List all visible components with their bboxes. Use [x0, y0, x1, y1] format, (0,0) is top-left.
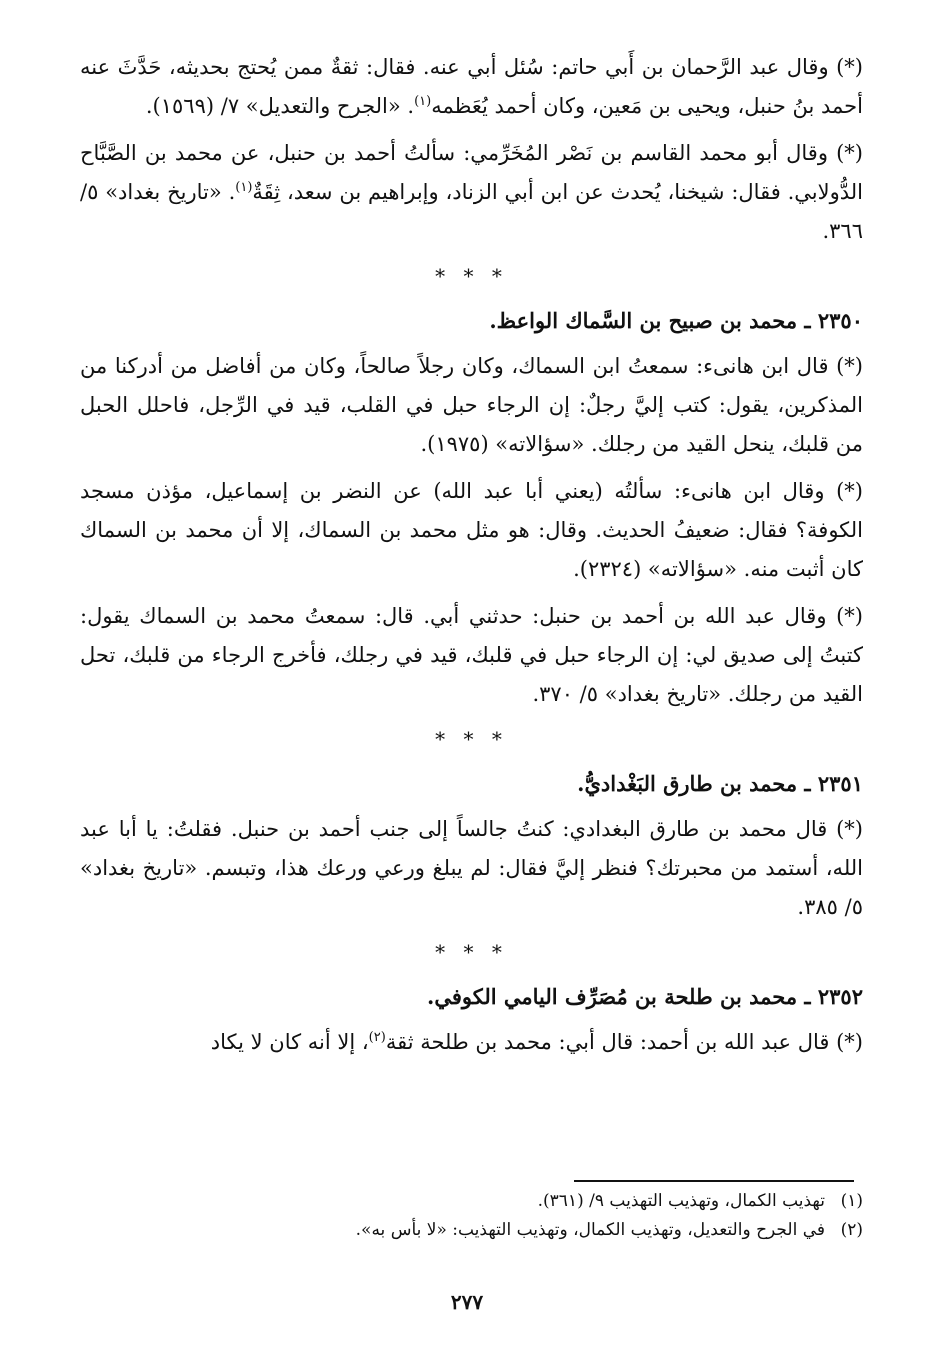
- paragraph: [80, 48, 863, 126]
- footnote-2: [80, 1216, 863, 1245]
- paragraph: [80, 134, 863, 251]
- paragraph: [80, 472, 863, 589]
- paragraph-text: (*) وقال عبد الرَّحمان بن أَبي حاتم: سُئل أبي عنه. فقال: ثقةٌ ممن يُحتج بحديثه، حَدَّثَ عنه أحمد بنُ حنبل، ويحيى بن مَعين، وكان أحمد يُعَظمه: [80, 55, 863, 118]
- paragraph-text: ، إلا أنه كان لا يكاد: [210, 1030, 369, 1054]
- footnote-number: (٢): [840, 1220, 863, 1240]
- footnote-number: (١): [840, 1191, 863, 1211]
- footnotes: [80, 1187, 863, 1245]
- paragraph: [80, 597, 863, 714]
- footnote-separator-rule: [574, 1180, 854, 1182]
- paragraph-text: (*) قال ابن هانىء: سمعتُ ابن السماك، وكان رجلاً صالحاً، وكان من أفاضل من أدركنا من المذكرين، يقول: كتب إليَّ رجلٌ: إن الرجاء حبل في القلب، قيد في الرِّجل، فاحلل الحبل من قلبك، ينحل القيد من رجلك. «سؤالاته» (١٩٧٥).: [80, 354, 863, 456]
- page-body: [80, 48, 863, 1070]
- paragraph-text: . «الجرح والتعديل» ٧/ (١٥٦٩).: [145, 94, 415, 118]
- footnote-reference: (٢): [368, 1030, 386, 1045]
- section-separator: * * *: [435, 264, 508, 288]
- paragraph-text: (*) وقال ابن هانىء: سألتُه (يعني أبا عبد الله) عن النضر بن إسماعيل، مؤذن مسجد الكوفة؟ فقال: ضعيفُ الحديث. وقال: هو مثل محمد بن السماك، إلا أن محمد بن السماك كان أثبت منه. «سؤالاته» (٢٣٢٤).: [80, 479, 863, 581]
- paragraph-text: (*) وقال أبو محمد القاسم بن نَصْر المُخَرِّمي: سألتُ أحمد بن حنبل، عن محمد بن الصَّبَّاح الدُّولابي. فقال: شيخنا، يُحدث عن ابن أبي الزناد، وإبراهيم بن سعد، ثِقَةٌ: [80, 141, 863, 204]
- footnote-text: تهذيب الكمال، وتهذيب التهذيب ٩/ (٣٦١).: [537, 1191, 825, 1211]
- paragraph: [80, 347, 863, 464]
- entry-title: ٢٣٥١ ـ محمد بن طارق البَغْداديُّ.: [577, 771, 863, 796]
- entry-title: ٢٣٥٢ ـ محمد بن طلحة بن مُصَرِّف اليامي الكوفي.: [427, 984, 863, 1009]
- footnote-reference: (١): [235, 180, 253, 195]
- paragraph: [80, 810, 863, 927]
- footnote-1: [80, 1187, 863, 1216]
- paragraph-text: (*) قال عبد الله بن أحمد: قال أبي: محمد بن طلحة ثقة: [385, 1030, 863, 1054]
- section-separator: * * *: [435, 727, 508, 751]
- paragraph: [80, 1023, 863, 1062]
- entry-title: ٢٣٥٠ ـ محمد بن صبيح بن السَّماك الواعظ.: [489, 308, 863, 333]
- section-separator: * * *: [435, 940, 508, 964]
- footnote-text: في الجرح والتعديل، وتهذيب الكمال، وتهذيب التهذيب: «لا بأس به».: [355, 1220, 825, 1240]
- paragraph-text: (*) قال محمد بن طارق البغدادي: كنتُ جالساً إلى جنب أحمد بن حنبل. فقلتُ: يا أبا عبد الله، أستمد من محبرتك؟ فنظر إليَّ فقال: لم يبلغ ورعي ورعك هذا، وتبسم. «تاريخ بغداد» ٥/ ٣٨٥.: [80, 817, 863, 919]
- paragraph-text: (*) وقال عبد الله بن أحمد بن حنبل: حدثني أبي. قال: سمعتُ محمد بن السماك يقول: كتبتُ إلى صديق لي: إن الرجاء حبل في قلبك، قيد في رجلك، فأخرج الرجاء من قلبك، تحل القيد من رجلك. «تاريخ بغداد» ٥/ ٣٧٠.: [80, 604, 863, 706]
- footnote-reference: (١): [414, 94, 432, 109]
- page-number: ٢٧٧: [450, 1290, 484, 1314]
- paragraph-text: . «تاريخ بغداد» ٥/ ٣٦٦.: [80, 180, 863, 243]
